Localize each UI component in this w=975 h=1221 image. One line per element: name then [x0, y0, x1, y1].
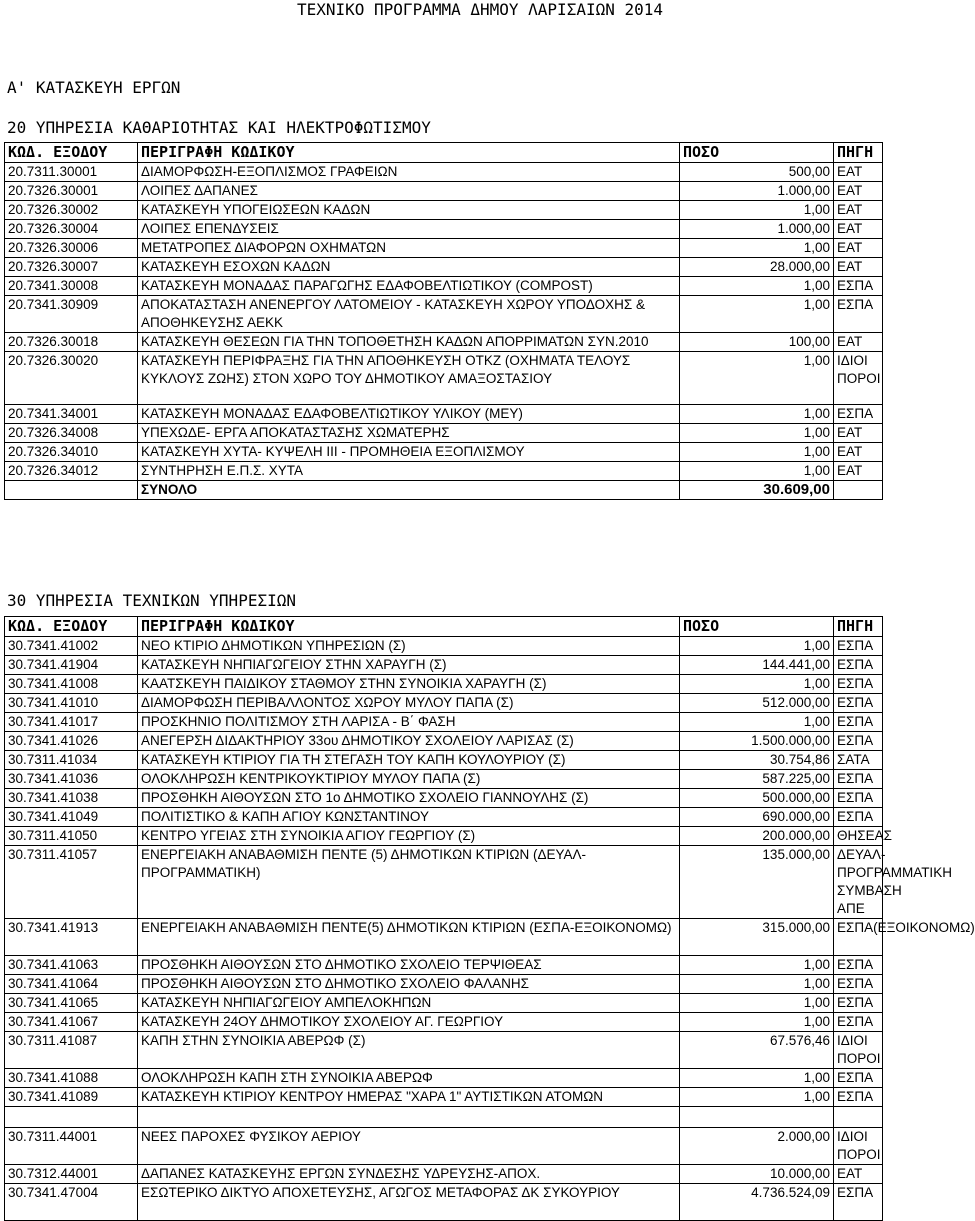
- description-cell: ΥΠΕΧΩΔΕ- ΕΡΓΑ ΑΠΟΚΑΤΑΣΤΑΣΗΣ ΧΩΜΑΤΕΡΗΣ: [138, 424, 680, 443]
- source-cell: ΕΣΠΑ: [834, 277, 883, 296]
- service-20-table: [4, 142, 883, 500]
- source-cell: ΕΑΤ: [834, 239, 883, 258]
- source-cell: ΕΣΠΑ: [834, 1013, 883, 1032]
- code-cell: 30.7341.41010: [5, 694, 138, 713]
- source-cell: ΕΣΠΑ: [834, 675, 883, 694]
- description-cell: ΠΡΟΣΚΗΝΙΟ ΠΟΛΙΤΙΣΜΟΥ ΣΤΗ ΛΑΡΙΣΑ - Β΄ ΦΑΣΗ: [138, 713, 680, 732]
- amount-cell: 1,00: [680, 956, 834, 975]
- description-cell: ΕΣΩΤΕΡΙΚΟ ΔΙΚΤΥΟ ΑΠΟΧΕΤΕΥΣΗΣ, ΑΓΩΓΟΣ ΜΕΤΑΦΟΡΑΣ ΔΚ ΣΥΚΟΥΡΙΟΥ: [138, 1184, 680, 1221]
- amount-cell: 1,00: [680, 994, 834, 1013]
- table-row: [5, 201, 883, 220]
- code-cell: 30.7341.41017: [5, 713, 138, 732]
- description-cell: ΚΑΤΑΣΚΕΥΗ ΘΕΣΕΩΝ ΓΙΑ ΤΗΝ ΤΟΠΟΘΕΤΗΣΗ ΚΑΔΩΝ ΑΠΟΡΡΙΜΑΤΩΝ ΣΥΝ.2010: [138, 333, 680, 352]
- amount-cell: 1,00: [680, 239, 834, 258]
- table-row: [5, 919, 883, 956]
- section-a-heading: Α' ΚΑΤΑΣΚΕΥΗ ΕΡΓΩΝ: [7, 78, 181, 97]
- total-row: [5, 481, 883, 500]
- table-row: [5, 1069, 883, 1088]
- description-cell: ΚΑΑΤΣΚΕΥΗ ΠΑΙΔΙΚΟΥ ΣΤΑΘΜΟΥ ΣΤΗΝ ΣΥΝΟΙΚΙΑ ΧΑΡΑΥΓΗ (Σ): [138, 675, 680, 694]
- table-row: [5, 808, 883, 827]
- code-cell: 30.7341.41088: [5, 1069, 138, 1088]
- amount-cell: 315.000,00: [680, 919, 834, 956]
- source-cell: ΕΣΠΑ: [834, 994, 883, 1013]
- code-cell: 30.7341.41089: [5, 1088, 138, 1107]
- source-cell: ΕΣΠΑ: [834, 770, 883, 789]
- source-cell: ΕΣΠΑ: [834, 713, 883, 732]
- description-cell: ΑΠΟΚΑΤΑΣΤΑΣΗ ΑΝΕΝΕΡΓΟΥ ΛΑΤΟΜΕΙΟΥ - ΚΑΤΑΣΚΕΥΗ ΧΩΡΟΥ ΥΠΟΔΟΧΗΣ & ΑΠΟΘΗΚΕΥΣΗΣ ΑΕΚΚ: [138, 296, 680, 333]
- description-cell: ΚΑΤΑΣΚΕΥΗ ΕΣΟΧΩΝ ΚΑΔΩΝ: [138, 258, 680, 277]
- table-row: [5, 1165, 883, 1184]
- table-row: [5, 352, 883, 405]
- table-row: [5, 296, 883, 333]
- table-header-row: [5, 617, 883, 637]
- table-row: [5, 656, 883, 675]
- source-cell: ΕΑΤ: [834, 220, 883, 239]
- amount-cell: 67.576,46: [680, 1032, 834, 1069]
- table-row: [5, 694, 883, 713]
- amount-cell: 144.441,00: [680, 656, 834, 675]
- amount-cell: 200.000,00: [680, 827, 834, 846]
- source-cell: ΕΑΤ: [834, 163, 883, 182]
- col-header-code: ΚΩΔ. ΕΞΟΔΟΥ: [5, 143, 138, 163]
- description-cell: ΚΑΤΑΣΚΕΥΗ ΚΤΙΡΙΟΥ ΓΙΑ ΤΗ ΣΤΕΓΑΣΗ ΤΟΥ ΚΑΠΗ ΚΟΥΛΟΥΡΙΟΥ (Σ): [138, 751, 680, 770]
- code-cell: 20.7326.30006: [5, 239, 138, 258]
- table-row: [5, 770, 883, 789]
- source-cell: ΕΑΤ: [834, 443, 883, 462]
- source-cell: ΕΣΠΑ: [834, 1088, 883, 1107]
- description-cell: ΜΕΤΑΤΡΟΠΕΣ ΔΙΑΦΟΡΩΝ ΟΧΗΜΑΤΩΝ: [138, 239, 680, 258]
- col-header-description: ΠΕΡΙΓΡΑΦΗ ΚΩΔΙΚΟΥ: [138, 617, 680, 637]
- source-cell: ΘΗΣΕΑΣ: [834, 827, 883, 846]
- code-cell: 20.7326.34012: [5, 462, 138, 481]
- amount-cell: 1,00: [680, 424, 834, 443]
- source-cell: ΕΣΠΑ(ΕΞΟΙΚΟΝΟΜΩ): [834, 919, 883, 956]
- description-cell: ΚΑΤΑΣΚΕΥΗ ΚΤΙΡΙΟΥ ΚΕΝΤΡΟΥ ΗΜΕΡΑΣ "ΧΑΡΑ 1" ΑΥΤΙΣΤΙΚΩΝ ΑΤΟΜΩΝ: [138, 1088, 680, 1107]
- source-cell: ΕΑΤ: [834, 424, 883, 443]
- page-title: ΤΕΧΝΙΚΟ ΠΡΟΓΡΑΜΜΑ ΔΗΜΟΥ ΛΑΡΙΣΑΙΩΝ 2014: [296, 0, 664, 19]
- table-row: [5, 751, 883, 770]
- table-row: [5, 220, 883, 239]
- source-cell: ΕΣΠΑ: [834, 296, 883, 333]
- description-cell: ΚΑΤΑΣΚΕΥΗ ΠΕΡΙΦΡΑΞΗΣ ΓΙΑ ΤΗΝ ΑΠΟΘΗΚΕΥΣΗ ΟΤΚΖ (ΟΧΗΜΑΤΑ ΤΕΛΟΥΣ ΚΥΚΛΟΥΣ ΖΩΗΣ) ΣΤΟΝ ΧΩΡΟ ΤΟΥ ΔΗΜΟΤΙΚΟΥ ΑΜΑΞΟΣΤΑΣΙΟΥ: [138, 352, 680, 405]
- source-cell: ΕΑΤ: [834, 182, 883, 201]
- table-row: [5, 1088, 883, 1107]
- code-cell: 20.7311.30001: [5, 163, 138, 182]
- col-header-description: ΠΕΡΙΓΡΑΦΗ ΚΩΔΙΚΟΥ: [138, 143, 680, 163]
- source-cell: ΙΔΙΟΙ ΠΟΡΟΙ: [834, 1128, 883, 1165]
- amount-cell: 1,00: [680, 201, 834, 220]
- code-cell: 20.7326.34010: [5, 443, 138, 462]
- code-cell: 30.7341.41036: [5, 770, 138, 789]
- table-row: [5, 827, 883, 846]
- table-row: [5, 163, 883, 182]
- col-header-amount: ΠΟΣΟ: [680, 143, 834, 163]
- table-row: [5, 713, 883, 732]
- table-row: [5, 975, 883, 994]
- amount-cell: 500,00: [680, 163, 834, 182]
- description-cell: ΕΝΕΡΓΕΙΑΚΗ ΑΝΑΒΑΘΜΙΣΗ ΠΕΝΤΕ(5) ΔΗΜΟΤΙΚΩΝ ΚΤΙΡΙΩΝ (ΕΣΠΑ-ΕΞΟΙΚΟΝΟΜΩ): [138, 919, 680, 956]
- amount-cell: 10.000,00: [680, 1165, 834, 1184]
- description-cell: ΛΟΙΠΕΣ ΔΑΠΑΝΕΣ: [138, 182, 680, 201]
- spacer-row: [5, 1107, 883, 1128]
- table-row: [5, 675, 883, 694]
- amount-cell: 587.225,00: [680, 770, 834, 789]
- description-cell: ΚΑΠΗ ΣΤΗΝ ΣΥΝΟΙΚΙΑ ΑΒΕΡΩΦ (Σ): [138, 1032, 680, 1069]
- description-cell: ΝΕΟ ΚΤΙΡΙΟ ΔΗΜΟΤΙΚΩΝ ΥΠΗΡΕΣΙΩΝ (Σ): [138, 637, 680, 656]
- source-cell: ΕΣΠΑ: [834, 789, 883, 808]
- description-cell: ΟΛΟΚΛΗΡΩΣΗ ΚΑΠΗ ΣΤΗ ΣΥΝΟΙΚΙΑ ΑΒΕΡΩΦ: [138, 1069, 680, 1088]
- table-row: [5, 1013, 883, 1032]
- source-cell: ΕΣΠΑ: [834, 1184, 883, 1221]
- amount-cell: 1,00: [680, 1088, 834, 1107]
- description-cell: ΔΙΑΜΟΡΦΩΣΗ-ΕΞΟΠΛΙΣΜΟΣ ΓΡΑΦΕΙΩΝ: [138, 163, 680, 182]
- table-row: [5, 333, 883, 352]
- description-cell: ΛΟΙΠΕΣ ΕΠΕΝΔΥΣΕΙΣ: [138, 220, 680, 239]
- description-cell: ΚΑΤΑΣΚΕΥΗ 24ΟΥ ΔΗΜΟΤΙΚΟΥ ΣΧΟΛΕΙΟΥ ΑΓ. ΓΕΩΡΓΙΟΥ: [138, 1013, 680, 1032]
- amount-cell: 1,00: [680, 675, 834, 694]
- code-cell: 30.7341.47004: [5, 1184, 138, 1221]
- description-cell: ΠΟΛΙΤΙΣΤΙΚΟ & ΚΑΠΗ ΑΓΙΟΥ ΚΩΝΣΤΑΝΤΙΝΟΥ: [138, 808, 680, 827]
- col-header-source: ΠΗΓΗ: [834, 617, 883, 637]
- code-cell: 30.7311.41034: [5, 751, 138, 770]
- amount-cell: 1,00: [680, 975, 834, 994]
- source-cell: ΕΣΠΑ: [834, 694, 883, 713]
- table-row: [5, 994, 883, 1013]
- code-cell: 20.7326.30018: [5, 333, 138, 352]
- source-cell: ΕΑΤ: [834, 462, 883, 481]
- description-cell: ΚΕΝΤΡΟ ΥΓΕΙΑΣ ΣΤΗ ΣΥΝΟΙΚΙΑ ΑΓΙΟΥ ΓΕΩΡΓΙΟΥ (Σ): [138, 827, 680, 846]
- amount-cell: 1,00: [680, 352, 834, 405]
- code-cell: 20.7326.30002: [5, 201, 138, 220]
- code-cell: 30.7341.41002: [5, 637, 138, 656]
- amount-cell: 100,00: [680, 333, 834, 352]
- source-cell: ΕΑΤ: [834, 333, 883, 352]
- table-row: [5, 239, 883, 258]
- code-cell: 20.7341.34001: [5, 405, 138, 424]
- table-row: [5, 182, 883, 201]
- source-cell: ΕΑΤ: [834, 201, 883, 220]
- amount-cell: 1.000,00: [680, 182, 834, 201]
- col-header-code: ΚΩΔ. ΕΞΟΔΟΥ: [5, 617, 138, 637]
- amount-cell: 2.000,00: [680, 1128, 834, 1165]
- description-cell: ΣΥΝΤΗΡΗΣΗ Ε.Π.Σ. ΧΥΤΑ: [138, 462, 680, 481]
- code-cell: 30.7311.41057: [5, 846, 138, 919]
- amount-cell: 1,00: [680, 405, 834, 424]
- code-cell: 30.7341.41063: [5, 956, 138, 975]
- table-row: [5, 443, 883, 462]
- amount-cell: 512.000,00: [680, 694, 834, 713]
- amount-cell: 1,00: [680, 462, 834, 481]
- amount-cell: 690.000,00: [680, 808, 834, 827]
- description-cell: ΚΑΤΑΣΚΕΥΗ ΝΗΠΙΑΓΩΓΕΙΟΥ ΑΜΠΕΛΟΚΗΠΩΝ: [138, 994, 680, 1013]
- source-cell: ΕΣΠΑ: [834, 956, 883, 975]
- service-30-table: [4, 616, 975, 1221]
- table-row: [5, 956, 883, 975]
- table-row: [5, 732, 883, 751]
- description-cell: ΝΕΕΣ ΠΑΡΟΧΕΣ ΦΥΣΙΚΟΥ ΑΕΡΙΟΥ: [138, 1128, 680, 1165]
- amount-cell: 1.000,00: [680, 220, 834, 239]
- amount-cell: 1,00: [680, 296, 834, 333]
- table-row: [5, 1032, 883, 1069]
- source-cell: ΙΔΙΟΙ ΠΟΡΟΙ: [834, 1032, 883, 1069]
- amount-cell: 1,00: [680, 443, 834, 462]
- amount-cell: 135.000,00: [680, 846, 834, 919]
- table-row: [5, 258, 883, 277]
- total-value: 30.609,00: [680, 481, 834, 500]
- amount-cell: 1,00: [680, 1013, 834, 1032]
- amount-cell: 30.754,86: [680, 751, 834, 770]
- table-row: [5, 462, 883, 481]
- amount-cell: 1,00: [680, 637, 834, 656]
- code-cell: 30.7341.41065: [5, 994, 138, 1013]
- code-cell: 20.7326.34008: [5, 424, 138, 443]
- source-cell: ΣΑΤΑ: [834, 751, 883, 770]
- source-cell: ΙΔΙΟΙ ΠΟΡΟΙ: [834, 352, 883, 405]
- source-cell: ΕΑΤ: [834, 1165, 883, 1184]
- table-row: [5, 789, 883, 808]
- source-cell: ΕΣΠΑ: [834, 656, 883, 675]
- code-cell: 30.7311.44001: [5, 1128, 138, 1165]
- amount-cell: 1,00: [680, 277, 834, 296]
- amount-cell: 500.000,00: [680, 789, 834, 808]
- code-cell: 30.7312.44001: [5, 1165, 138, 1184]
- description-cell: ΠΡΟΣΘΗΚΗ ΑΙΘΟΥΣΩΝ ΣΤΟ 1ο ΔΗΜΟΤΙΚΟ ΣΧΟΛΕΙΟ ΓΙΑΝΝΟΥΛΗΣ (Σ): [138, 789, 680, 808]
- code-cell: 30.7341.41913: [5, 919, 138, 956]
- description-cell: ΟΛΟΚΛΗΡΩΣΗ ΚΕΝΤΡΙΚΟΥΚΤΙΡΙΟΥ ΜΥΛΟΥ ΠΑΠΑ (Σ): [138, 770, 680, 789]
- description-cell: ΚΑΤΑΣΚΕΥΗ ΜΟΝΑΔΑΣ ΕΔΑΦΟΒΕΛΤΙΩΤΙΚΟΥ ΥΛΙΚΟΥ (ΜΕΥ): [138, 405, 680, 424]
- amount-cell: 4.736.524,09: [680, 1184, 834, 1221]
- code-cell: 30.7341.41026: [5, 732, 138, 751]
- source-cell: ΕΣΠΑ: [834, 1069, 883, 1088]
- service-20-heading: 20 ΥΠΗΡΕΣΙΑ ΚΑΘΑΡΙΟΤΗΤΑΣ ΚΑΙ ΗΛΕΚΤΡΟΦΩΤΙΣΜΟΥ: [7, 118, 431, 137]
- source-cell: ΕΣΠΑ: [834, 808, 883, 827]
- service-30-heading: 30 ΥΠΗΡΕΣΙΑ ΤΕΧΝΙΚΩΝ ΥΠΗΡΕΣΙΩΝ: [7, 591, 296, 610]
- source-cell: ΕΣΠΑ: [834, 405, 883, 424]
- source-cell: ΕΑΤ: [834, 258, 883, 277]
- code-cell: 30.7341.41008: [5, 675, 138, 694]
- amount-cell: 1,00: [680, 1069, 834, 1088]
- code-cell: 30.7311.41087: [5, 1032, 138, 1069]
- description-cell: ΚΑΤΑΣΚΕΥΗ ΝΗΠΙΑΓΩΓΕΙΟΥ ΣΤΗΝ ΧΑΡΑΥΓΗ (Σ): [138, 656, 680, 675]
- code-cell: 20.7326.30020: [5, 352, 138, 405]
- table-row: [5, 424, 883, 443]
- table-row: [5, 405, 883, 424]
- description-cell: ΑΝΕΓΕΡΣΗ ΔΙΔΑΚΤΗΡΙΟΥ 33ου ΔΗΜΟΤΙΚΟΥ ΣΧΟΛΕΙΟΥ ΛΑΡΙΣΑΣ (Σ): [138, 732, 680, 751]
- source-cell: ΕΣΠΑ: [834, 975, 883, 994]
- table-row: [5, 1184, 883, 1221]
- code-cell: 20.7326.30001: [5, 182, 138, 201]
- description-cell: ΠΡΟΣΘΗΚΗ ΑΙΘΟΥΣΩΝ ΣΤΟ ΔΗΜΟΤΙΚΟ ΣΧΟΛΕΙΟ ΤΕΡΨΙΘΕΑΣ: [138, 956, 680, 975]
- description-cell: ΚΑΤΑΣΚΕΥΗ ΧΥΤΑ- ΚΥΨΕΛΗ ΙΙΙ - ΠΡΟΜΗΘΕΙΑ ΕΞΟΠΛΙΣΜΟΥ: [138, 443, 680, 462]
- amount-cell: 28.000,00: [680, 258, 834, 277]
- code-cell: 30.7341.41067: [5, 1013, 138, 1032]
- table-row: [5, 1128, 883, 1165]
- code-cell: 30.7341.41904: [5, 656, 138, 675]
- description-cell: ΔΙΑΜΟΡΦΩΣΗ ΠΕΡΙΒΑΛΛΟΝΤΟΣ ΧΩΡΟΥ ΜΥΛΟΥ ΠΑΠΑ (Σ): [138, 694, 680, 713]
- amount-cell: 1,00: [680, 713, 834, 732]
- code-cell: 30.7311.41050: [5, 827, 138, 846]
- description-cell: ΔΑΠΑΝΕΣ ΚΑΤΑΣΚΕΥΗΣ ΕΡΓΩΝ ΣΥΝΔΕΣΗΣ ΥΔΡΕΥΣΗΣ-ΑΠΟΧ.: [138, 1165, 680, 1184]
- description-cell: ΚΑΤΑΣΚΕΥΗ ΜΟΝΑΔΑΣ ΠΑΡΑΓΩΓΗΣ ΕΔΑΦΟΒΕΛΤΙΩΤΙΚΟΥ (COMPOST): [138, 277, 680, 296]
- amount-cell: 1.500.000,00: [680, 732, 834, 751]
- col-header-amount: ΠΟΣΟ: [680, 617, 834, 637]
- code-cell: 30.7341.41038: [5, 789, 138, 808]
- col-header-source: ΠΗΓΗ: [834, 143, 883, 163]
- description-cell: ΕΝΕΡΓΕΙΑΚΗ ΑΝΑΒΑΘΜΙΣΗ ΠΕΝΤΕ (5) ΔΗΜΟΤΙΚΩΝ ΚΤΙΡΙΩΝ (ΔΕΥΑΛ-ΠΡΟΓΡΑΜΜΑΤΙΚΗ): [138, 846, 680, 919]
- table-row: [5, 846, 883, 919]
- description-cell: ΠΡΟΣΘΗΚΗ ΑΙΘΟΥΣΩΝ ΣΤΟ ΔΗΜΟΤΙΚΟ ΣΧΟΛΕΙΟ ΦΑΛΑΝΗΣ: [138, 975, 680, 994]
- source-cell: ΕΣΠΑ: [834, 732, 883, 751]
- table-header-row: [5, 143, 883, 163]
- code-cell: 30.7341.41049: [5, 808, 138, 827]
- code-cell: 20.7326.30007: [5, 258, 138, 277]
- source-cell: ΕΣΠΑ: [834, 637, 883, 656]
- code-cell: 20.7341.30008: [5, 277, 138, 296]
- code-cell: 20.7341.30909: [5, 296, 138, 333]
- table-row: [5, 637, 883, 656]
- description-cell: ΚΑΤΑΣΚΕΥΗ ΥΠΟΓΕΙΩΣΕΩΝ ΚΑΔΩΝ: [138, 201, 680, 220]
- code-cell: 30.7341.41064: [5, 975, 138, 994]
- source-cell: ΔΕΥΑΛ-ΠΡΟΓΡΑΜΜΑΤΙΚΗ ΣΥΜΒΑΣΗ ΑΠΕ: [834, 846, 883, 919]
- total-label: ΣΥΝΟΛΟ: [138, 481, 680, 500]
- code-cell: 20.7326.30004: [5, 220, 138, 239]
- table-row: [5, 277, 883, 296]
